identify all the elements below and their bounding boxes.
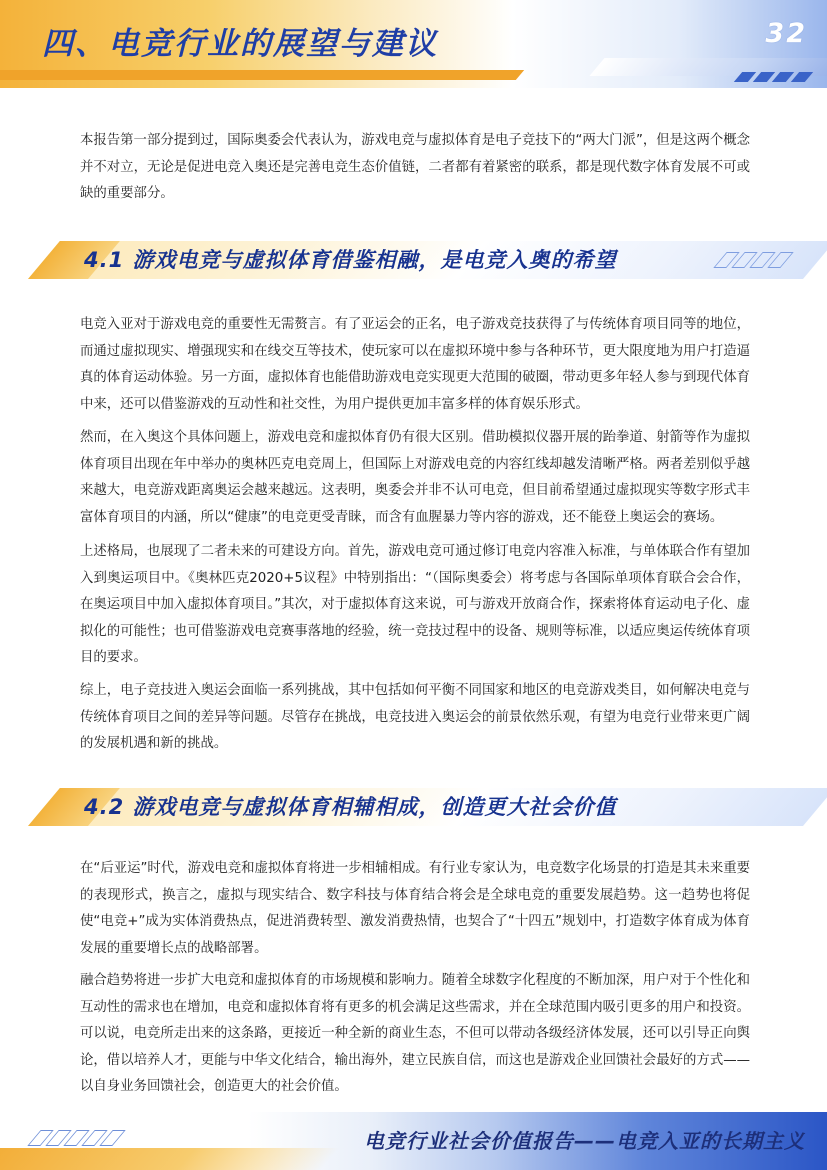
- section-heading-4-1: [28, 241, 803, 279]
- header-gold-stripe: [0, 70, 524, 80]
- report-title: 电竞行业社会价值报告——电竞入亚的长期主义: [364, 1129, 805, 1153]
- section-title: 4.2 游戏电竞与虚拟体育相辅相成，创造更大社会价值: [84, 795, 617, 819]
- footer-decorative-stripes: [34, 1130, 119, 1146]
- page-footer: [0, 1112, 827, 1170]
- section-title: 4.1 游戏电竞与虚拟体育借鉴相融，是电竞入奥的希望: [84, 248, 617, 272]
- header-decorative-stripes: [738, 72, 809, 82]
- section-1-paragraph-2: 然而，在入奥这个具体问题上，游戏电竞和虚拟体育仍有很大区别。借助模拟仪器开展的跆拳道、射箭等作为虚拟体育项目出现在年中举办的奥林匹克电竞周上，但国际上对游戏电竞的内容红线却越发清晰严格。两者差别似乎越来越大，电竞游戏距离奥运会越来越远。这表明，奥委会并非不认可电竞，但目前希望通过虚拟现实等数字形式丰富体育项目的内涵，所以“健康”的电竞更受青睐，而含有血腥暴力等内容的游戏，还不能登上奥运会的赛场。: [80, 430, 750, 525]
- page-number: 32: [765, 18, 807, 49]
- chapter-title: 四、电竞行业的展望与建议: [42, 26, 438, 62]
- footer-gold-band: [0, 1148, 339, 1170]
- section-2-paragraph-2: 融合趋势将进一步扩大电竞和虚拟体育的市场规模和影响力。随着全球数字化程度的不断加深，用户对于个性化和互动性的需求也在增加，电竞和虚拟体育将有更多的机会满足这些需求，并在全球范围内吸引更多的用户和投资。可以说，电竞所走出来的这条路，更接近一种全新的商业生态，不但可以带动各级经济体发展，还可以引导正向舆论，借以培养人才，更能与中华文化结合，输出海外，建立民族自信，而这也是游戏企业回馈社会最好的方式——以自身业务回馈社会，创造更大的社会价值。: [80, 973, 750, 1094]
- intro-paragraph: 本报告第一部分提到过，国际奥委会代表认为，游戏电竞与虚拟体育是电子竞技下的“两大门派”，但是这两个概念并不对立，无论是促进电竞入奥还是完善电竞生态价值链，二者都有着紧密的联系，都是现代数字体育发展不可或缺的重要部分。: [80, 133, 751, 201]
- section-heading-4-2: [28, 788, 803, 826]
- section-1-paragraph-4: 综上，电子竞技进入奥运会面临一系列挑战，其中包括如何平衡不同国家和地区的电竞游戏类目，如何解决电竞与传统体育项目之间的差异等问题。尽管存在挑战，电竞技进入奥运会的前景依然乐观，有望为电竞行业带来更广阔的发展机遇和新的挑战。: [80, 683, 750, 751]
- page-header: [0, 0, 827, 88]
- section-decorative-stripes: [720, 252, 787, 268]
- section-2-paragraph-1: 在“后亚运”时代，游戏电竞和虚拟体育将进一步相辅相成。有行业专家认为，电竞数字化场景的打造是其未来重要的表现形式，换言之，虚拟与现实结合、数字科技与体育结合将会是全球电竞的重要发展趋势。这一趋势也将促使“电竞+”成为实体消费热点，促进消费转型、激发消费热情，也契合了“十四五”规划中，打造数字体育成为体育发展的重要增长点的战略部署。: [80, 861, 751, 956]
- section-1-paragraph-3: 上述格局，也展现了二者未来的可建设方向。首先，游戏电竞可通过修订电竞内容准入标准，与单体联合作有望加入到奥运项目中。《奥林匹克2020+5议程》中特别指出：“（国际奥委会）将考虑与各国际单项体育联合会合作，在奥运项目中加入虚拟体育项目。”其次，对于虚拟体育这来说，可与游戏开放商合作，探索将体育运动电子化、虚拟化的可能性；也可借鉴游戏电竞赛事落地的经验，统一竞技过程中的设备、规则等标准，以适应奥运传统体育项目的要求。: [80, 544, 750, 665]
- section-1-paragraph-1: 电竞入亚对于游戏电竞的重要性无需赘言。有了亚运会的正名，电子游戏竞技获得了与传统体育项目同等的地位，而通过虚拟现实、增强现实和在线交互等技术，使玩家可以在虚拟环境中参与各种环节，更大限度地为用户打造逼真的体育运动体验。另一方面，虚拟体育也能借助游戏电竞实现更大范围的破圈，带动更多年轻人参与到现代体育中来，还可以借鉴游戏的互动性和社交性，为用户提供更加丰富多样的体育娱乐形式。: [80, 317, 750, 412]
